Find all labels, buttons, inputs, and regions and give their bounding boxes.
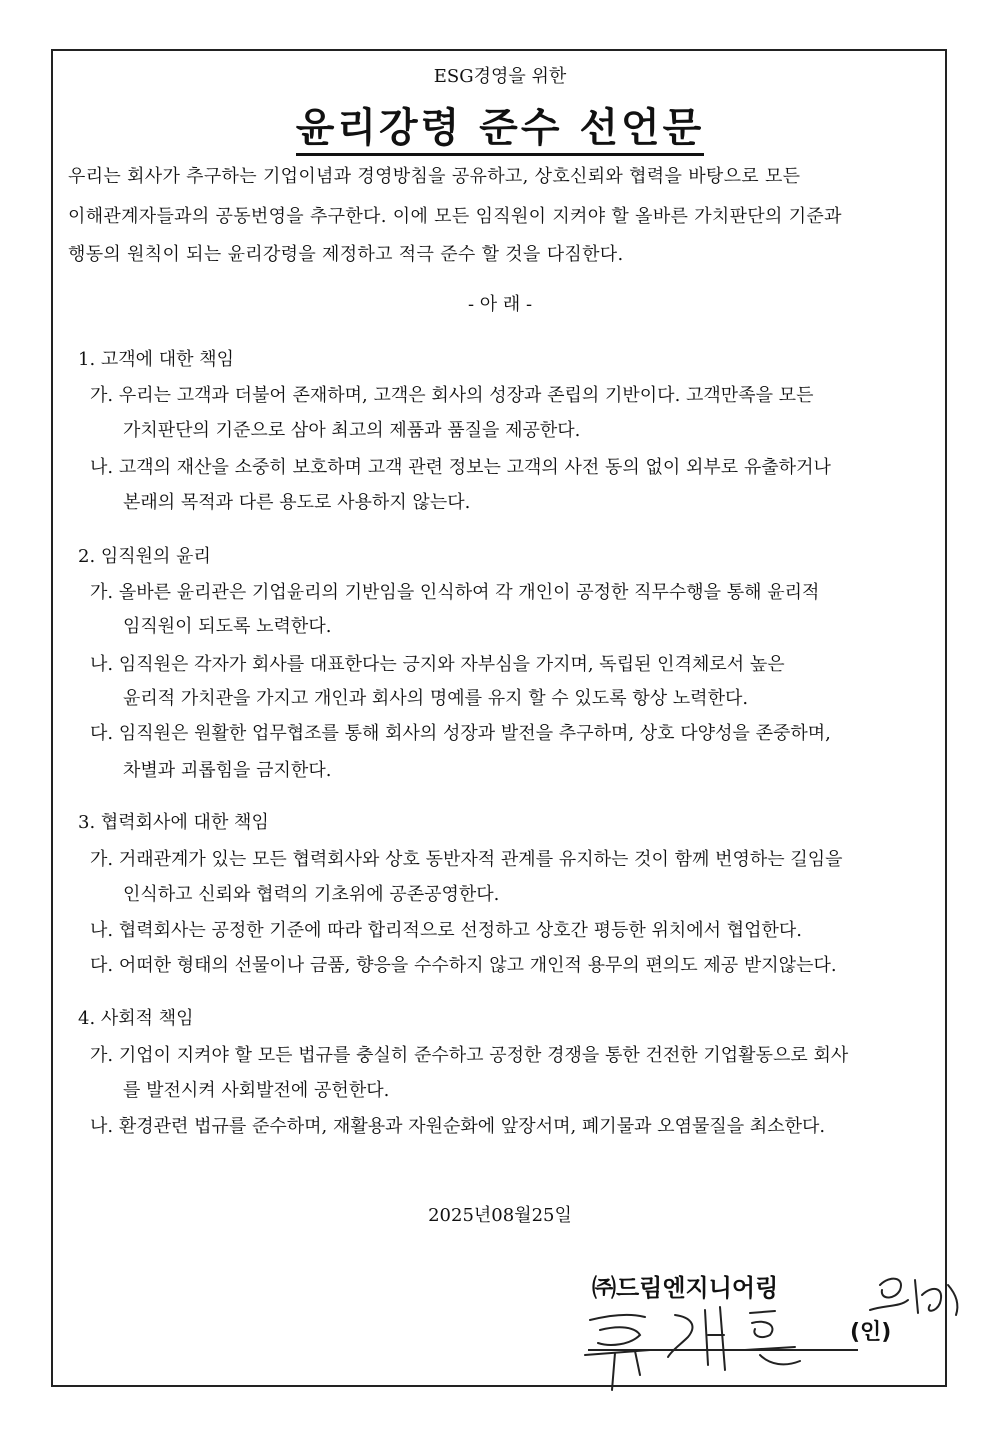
intro-line: 이해관계자들과의 공동번영을 추구한다. 이에 모든 임직원이 지켜야 할 올바른 가치판단의 기준과	[68, 206, 842, 227]
clause-line: 가. 기업이 지켜야 할 모든 법규를 충실히 준수하고 공정한 경쟁을 통한 건전한 기업활동으로 회사	[90, 1045, 849, 1066]
section-heading: 1. 고객에 대한 책임	[78, 349, 235, 370]
clause-line: 나. 임직원은 각자가 회사를 대표한다는 긍지와 자부심을 가지며, 독립된 인격체로서 높은	[90, 654, 785, 675]
clause-continuation: 본래의 목적과 다른 용도로 사용하지 않는다.	[123, 492, 471, 513]
clause-line: 나. 고객의 재산을 소중히 보호하며 고객 관련 정보는 고객의 사전 동의 없이 외부로 유출하거나	[90, 457, 831, 478]
document-title-text: 윤리강령 준수 선언문	[296, 105, 705, 156]
document-title	[0, 96, 1000, 153]
section-heading: 2. 임직원의 윤리	[78, 546, 211, 567]
clause-line: 다. 어떠한 형태의 선물이나 금품, 향응을 수수하지 않고 개인적 용무의 편의도 제공 받지않는다.	[90, 955, 837, 976]
signature-line	[588, 1349, 858, 1351]
clause-continuation: 를 발전시켜 사회발전에 공헌한다.	[123, 1080, 390, 1101]
clause-continuation: 가치판단의 기준으로 삼아 최고의 제품과 품질을 제공한다.	[123, 420, 581, 441]
clause-continuation: 인식하고 신뢰와 협력의 기초위에 공존공영한다.	[123, 884, 500, 905]
clause-continuation: 윤리적 가치관을 가지고 개인과 회사의 명예를 유지 할 수 있도록 항상 노력한다.	[123, 688, 749, 709]
section-heading: 3. 협력회사에 대한 책임	[78, 812, 269, 833]
clause-continuation: 임직원이 되도록 노력한다.	[123, 616, 332, 637]
seal-mark: (인)	[850, 1320, 892, 1345]
clause-line: 나. 협력회사는 공정한 기준에 따라 합리적으로 선정하고 상호간 평등한 위치에서 협업한다.	[90, 920, 803, 941]
document-date: 2025년08월25일	[428, 1205, 572, 1226]
clause-continuation: 차별과 괴롭힘을 금지한다.	[123, 760, 332, 781]
clause-line: 다. 임직원은 원활한 업무협조를 통해 회사의 성장과 발전을 추구하며, 상호 다양성을 존중하며,	[90, 723, 831, 744]
company-name: ㈜드림엔지니어링	[592, 1274, 779, 1302]
intro-line: 우리는 회사가 추구하는 기업이념과 경영방침을 공유하고, 상호신뢰와 협력을 바탕으로 모든	[68, 166, 801, 187]
handwritten-signature	[560, 1295, 830, 1395]
clause-line: 가. 거래관계가 있는 모든 협력회사와 상호 동반자적 관계를 유지하는 것이 함께 번영하는 길임을	[90, 849, 843, 870]
clause-line: 나. 환경관련 법규를 준수하며, 재활용과 자원순화에 앞장서며, 폐기물과 오염물질을 최소한다.	[90, 1116, 826, 1137]
below-marker: - 아 래 -	[467, 294, 533, 315]
intro-line: 행동의 원칙이 되는 윤리강령을 제정하고 적극 준수 할 것을 다짐한다.	[68, 244, 624, 265]
clause-line: 가. 우리는 고객과 더불어 존재하며, 고객은 회사의 성장과 존립의 기반이다. 고객만족을 모든	[90, 385, 814, 406]
clause-line: 가. 올바른 윤리관은 기업윤리의 기반임을 인식하여 각 개인이 공정한 직무수행을 통해 윤리적	[90, 582, 820, 603]
seal-signature	[860, 1265, 970, 1335]
section-heading: 4. 사회적 책임	[78, 1008, 194, 1029]
document-subtitle: ESG경영을 위한	[433, 66, 567, 87]
